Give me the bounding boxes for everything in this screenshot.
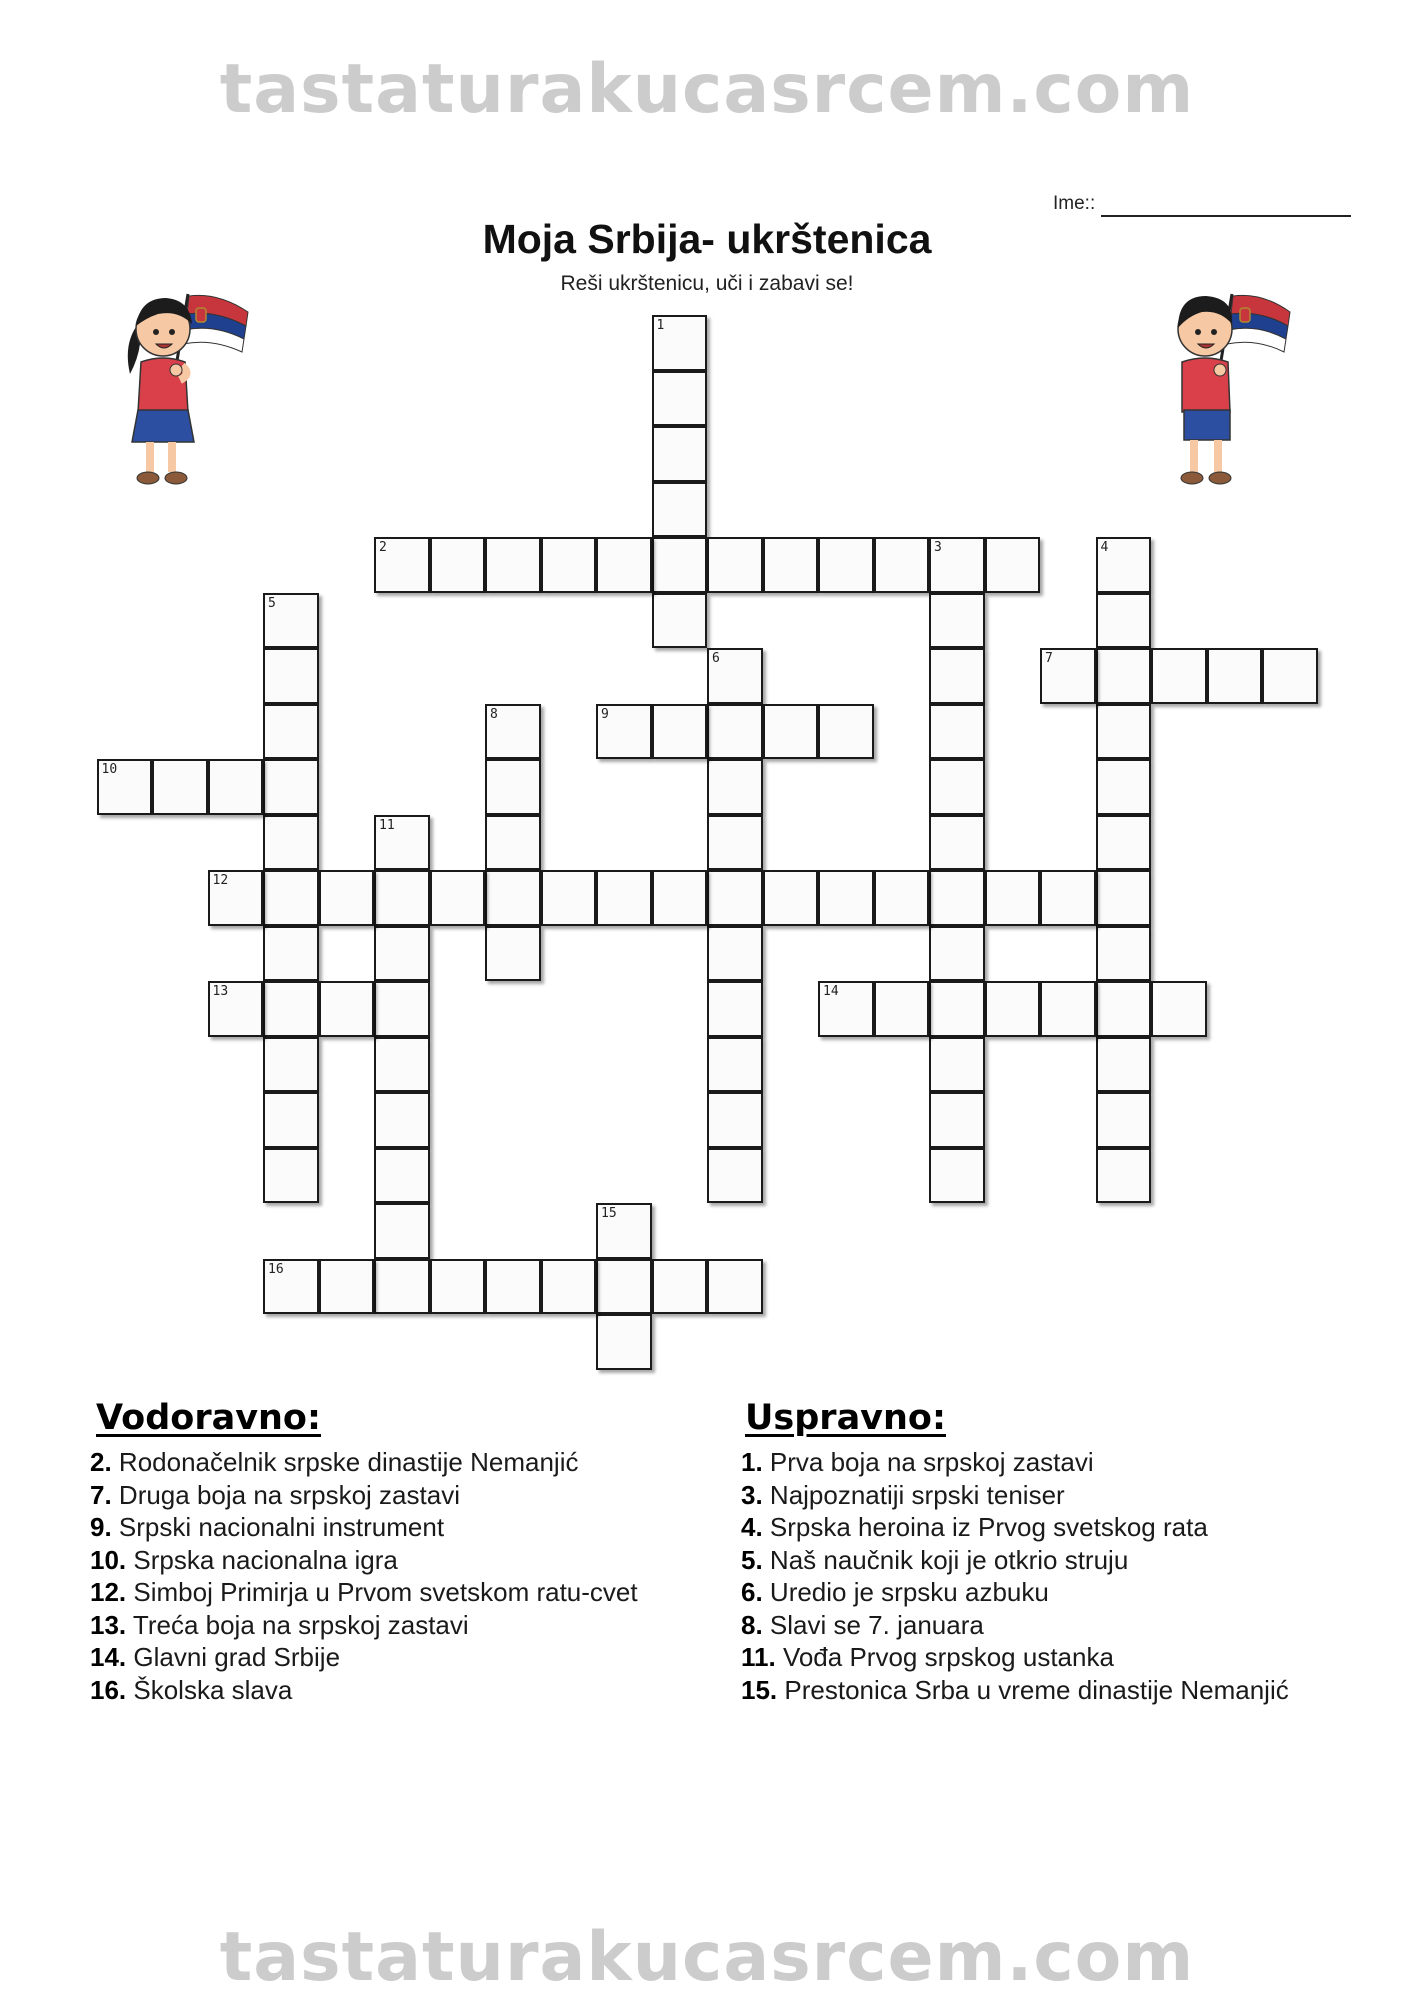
crossword-cell[interactable]: [985, 537, 1041, 593]
clue-number-label: 10.: [90, 1544, 127, 1575]
clues-across-list: [90, 1446, 696, 1706]
crossword-cell[interactable]: [1096, 1092, 1152, 1148]
crossword-cell[interactable]: [263, 926, 319, 982]
crossword-cell[interactable]: [485, 1259, 541, 1315]
crossword-cell[interactable]: [485, 537, 541, 593]
crossword-cell[interactable]: [985, 981, 1041, 1037]
crossword-cell[interactable]: [208, 870, 264, 926]
crossword-cell[interactable]: [596, 870, 652, 926]
clue-number: 9: [601, 706, 609, 722]
crossword-cell[interactable]: [1096, 815, 1152, 871]
clue-text: Najpoznatiji srpski teniser: [762, 1479, 1065, 1510]
girl-with-flag-icon: [108, 284, 258, 494]
crossword-cell[interactable]: [652, 1259, 708, 1315]
clue-item: [90, 1609, 696, 1642]
crossword-cell[interactable]: [319, 870, 375, 926]
crossword-cell[interactable]: [929, 1092, 985, 1148]
crossword-cell[interactable]: [263, 1148, 319, 1204]
crossword-cell[interactable]: [652, 482, 708, 538]
crossword-cell[interactable]: [374, 1148, 430, 1204]
crossword-cell[interactable]: [707, 537, 763, 593]
clue-item: [90, 1511, 696, 1544]
crossword-cell[interactable]: [1096, 759, 1152, 815]
clue-number-label: 4.: [741, 1512, 763, 1542]
crossword-cell[interactable]: [929, 704, 985, 760]
crossword-cell[interactable]: [1096, 593, 1152, 649]
clue-number-label: 3.: [741, 1479, 763, 1510]
clue-number: 7: [1045, 651, 1053, 666]
crossword-cell[interactable]: [1096, 1037, 1152, 1093]
crossword-cell[interactable]: [1096, 870, 1152, 926]
clue-number: 8: [490, 706, 498, 722]
crossword-cell[interactable]: [263, 1092, 319, 1148]
crossword-cell[interactable]: [263, 759, 319, 815]
crossword-cell[interactable]: [929, 759, 985, 815]
crossword-cell[interactable]: [1096, 926, 1152, 982]
crossword-cell[interactable]: [208, 759, 264, 815]
crossword-cell[interactable]: [374, 1203, 430, 1259]
crossword-cell[interactable]: [818, 537, 874, 593]
crossword-cell[interactable]: [818, 704, 874, 760]
crossword-cell[interactable]: [1096, 1148, 1152, 1204]
clue-item: [741, 1511, 1395, 1544]
crossword-cell[interactable]: [485, 815, 541, 871]
crossword-cell[interactable]: [1096, 981, 1152, 1037]
crossword-cell[interactable]: [929, 648, 985, 704]
crossword-cell[interactable]: [1096, 537, 1152, 593]
crossword-cell[interactable]: [763, 704, 819, 760]
clue-number-label: 2.: [90, 1447, 112, 1477]
crossword-cell[interactable]: [652, 315, 708, 371]
crossword-cell[interactable]: [263, 870, 319, 926]
crossword-cell[interactable]: [374, 981, 430, 1037]
boy-with-flag-illustration: [1160, 284, 1310, 499]
crossword-cell[interactable]: [707, 1037, 763, 1093]
crossword-cell[interactable]: [652, 870, 708, 926]
clue-text: Srpska nacionalna igra: [126, 1544, 398, 1575]
clue-item: [741, 1641, 1395, 1674]
crossword-cell[interactable]: [152, 759, 208, 815]
crossword-cell[interactable]: [707, 815, 763, 871]
clue-text: Treća boja na srpskoj zastavi: [126, 1609, 469, 1640]
crossword-cell[interactable]: [985, 870, 1041, 926]
clue-text: Školska slava: [126, 1674, 293, 1705]
clue-number: 13: [212, 984, 229, 999]
clue-number-label: 1.: [741, 1447, 763, 1477]
crossword-cell[interactable]: [763, 537, 819, 593]
clue-number-label: 12.: [90, 1577, 127, 1607]
crossword-cell[interactable]: [374, 870, 430, 926]
crossword-cell[interactable]: [929, 1148, 985, 1204]
clue-text: Uredio je srpsku azbuku: [762, 1577, 1049, 1607]
crossword-cell[interactable]: [874, 537, 930, 593]
clue-text: Druga boja na srpskoj zastavi: [111, 1479, 460, 1510]
crossword-cell[interactable]: [707, 759, 763, 815]
crossword-cell[interactable]: [596, 537, 652, 593]
crossword-cell[interactable]: [818, 870, 874, 926]
clue-number-label: 6.: [741, 1577, 763, 1607]
crossword-cell[interactable]: [929, 1037, 985, 1093]
crossword-cell[interactable]: [707, 926, 763, 982]
clue-number-label: 15.: [741, 1674, 778, 1705]
crossword-cell[interactable]: [707, 1092, 763, 1148]
crossword-cell[interactable]: [707, 648, 763, 704]
crossword-cell[interactable]: [541, 1259, 597, 1315]
crossword-cell[interactable]: [596, 1314, 652, 1370]
clue-number-label: 13.: [90, 1609, 127, 1640]
crossword-cell[interactable]: [263, 815, 319, 871]
crossword-cell[interactable]: [707, 981, 763, 1037]
crossword-cell[interactable]: [1096, 704, 1152, 760]
crossword-cell[interactable]: [652, 537, 708, 593]
clue-item: [741, 1576, 1395, 1609]
clues-down-list: [741, 1446, 1395, 1706]
clue-text: Naš naučnik koji je otkrio struju: [762, 1544, 1129, 1575]
crossword-cell[interactable]: [263, 1259, 319, 1315]
clues-across-section: [90, 1398, 696, 1706]
clue-text: Srpska heroina iz Prvog svetskog rata: [762, 1512, 1208, 1542]
page-title: Moja Srbija- ukrštenica: [482, 216, 932, 262]
clue-number: 1: [656, 318, 665, 333]
crossword-cell[interactable]: [319, 981, 375, 1037]
clue-number: 10: [101, 762, 118, 777]
crossword-cell[interactable]: [541, 537, 597, 593]
clue-number-label: 8.: [741, 1609, 763, 1640]
clue-number-label: 16.: [90, 1674, 127, 1705]
crossword-cell[interactable]: [485, 704, 541, 760]
crossword-cell[interactable]: [596, 1203, 652, 1259]
clues-down-section: [741, 1398, 1395, 1706]
crossword-cell[interactable]: [374, 537, 430, 593]
clue-item: [90, 1446, 696, 1479]
clue-number-label: 11.: [741, 1642, 776, 1672]
crossword-cell[interactable]: [374, 1092, 430, 1148]
clue-number: 2: [379, 540, 387, 555]
crossword-cell[interactable]: [430, 1259, 486, 1315]
clue-item: [90, 1641, 696, 1674]
crossword-cell[interactable]: [763, 870, 819, 926]
clue-number-label: 7.: [90, 1479, 112, 1510]
clue-text: Glavni grad Srbije: [126, 1642, 341, 1672]
clue-item: [741, 1674, 1395, 1707]
crossword-cell[interactable]: [929, 870, 985, 926]
clue-text: Prva boja na srpskoj zastavi: [762, 1447, 1094, 1477]
crossword-cell[interactable]: [1096, 648, 1152, 704]
crossword-cell[interactable]: [374, 1037, 430, 1093]
crossword-cell[interactable]: [374, 926, 430, 982]
crossword-cell[interactable]: [1262, 648, 1318, 704]
crossword-cell[interactable]: [1040, 870, 1096, 926]
crossword-cell[interactable]: [1207, 648, 1263, 704]
clue-number: 11: [379, 817, 395, 833]
crossword-cell[interactable]: [430, 537, 486, 593]
crossword-cell[interactable]: [652, 593, 708, 649]
crossword-cell[interactable]: [374, 815, 430, 871]
crossword-cell[interactable]: [97, 759, 153, 815]
clue-text: Rodonačelnik srpske dinastije Nemanjić: [111, 1447, 579, 1477]
clue-item: [741, 1609, 1395, 1642]
clue-number-label: 14.: [90, 1642, 127, 1672]
crossword-cell[interactable]: [430, 870, 486, 926]
crossword-cell[interactable]: [874, 870, 930, 926]
clue-number: 3: [934, 540, 942, 555]
clue-text: Srpski nacionalni instrument: [111, 1512, 445, 1542]
boy-with-flag-icon: [1160, 284, 1310, 494]
crossword-cell[interactable]: [707, 704, 763, 760]
crossword-cell[interactable]: [652, 371, 708, 427]
clue-item: [741, 1479, 1395, 1512]
girl-with-flag-illustration: [108, 284, 258, 499]
clue-item: [90, 1479, 696, 1512]
clue-number: 15: [601, 1206, 617, 1221]
crossword-cell[interactable]: [707, 870, 763, 926]
crossword-cell[interactable]: [263, 593, 319, 649]
page-subtitle: Reši ukrštenicu, uči i zabavi se!: [560, 272, 854, 295]
crossword-cell[interactable]: [263, 981, 319, 1037]
crossword-cell[interactable]: [263, 1037, 319, 1093]
clue-number: 16: [268, 1261, 284, 1277]
crossword-cell[interactable]: [652, 704, 708, 760]
crossword-cell[interactable]: [1040, 648, 1096, 704]
clue-number: 6: [712, 651, 720, 666]
crossword-cell[interactable]: [485, 870, 541, 926]
clues-across-heading: Vodoravno:: [96, 1398, 321, 1438]
crossword-cell[interactable]: [208, 981, 264, 1037]
crossword-cell[interactable]: [1151, 648, 1207, 704]
watermark-top: tastaturakucasrcem.com: [219, 50, 1195, 129]
crossword-cell[interactable]: [263, 704, 319, 760]
clue-number: 5: [268, 595, 276, 611]
crossword-cell[interactable]: [541, 870, 597, 926]
crossword-cell[interactable]: [929, 981, 985, 1037]
clue-number: 12: [212, 873, 229, 888]
crossword-cell[interactable]: [874, 981, 930, 1037]
clue-item: [90, 1576, 696, 1609]
crossword-cell[interactable]: [596, 1259, 652, 1315]
crossword-cell[interactable]: [929, 537, 985, 593]
clue-number: 14: [823, 984, 839, 999]
crossword-cell[interactable]: [485, 926, 541, 982]
clues-down-heading: Uspravno:: [745, 1398, 946, 1438]
crossword-cell[interactable]: [818, 981, 874, 1037]
name-label: Ime::: [1053, 193, 1096, 214]
crossword-cell[interactable]: [263, 648, 319, 704]
clue-text: Simboj Primirja u Prvom svetskom ratu-cvet: [126, 1577, 638, 1607]
crossword-cell[interactable]: [929, 815, 985, 871]
crossword-cell[interactable]: [1040, 981, 1096, 1037]
crossword-cell[interactable]: [374, 1259, 430, 1315]
watermark-bottom: tastaturakucasrcem.com: [219, 1918, 1195, 1997]
clue-item: [90, 1674, 696, 1707]
clue-item: [90, 1544, 696, 1577]
clue-number-label: 5.: [741, 1544, 763, 1575]
clue-text: Prestonica Srba u vreme dinastije Nemanjić: [777, 1674, 1289, 1705]
crossword-cell[interactable]: [929, 926, 985, 982]
clue-number-label: 9.: [90, 1512, 112, 1542]
clue-item: [741, 1446, 1395, 1479]
crossword-cell[interactable]: [485, 759, 541, 815]
clue-text: Vođa Prvog srpskog ustanka: [775, 1642, 1114, 1672]
clue-item: [741, 1544, 1395, 1577]
clue-text: Slavi se 7. januara: [762, 1609, 984, 1640]
crossword-cell[interactable]: [319, 1259, 375, 1315]
crossword-cell[interactable]: [1151, 981, 1207, 1037]
clue-number: 4: [1100, 540, 1109, 555]
crossword-cell[interactable]: [707, 1259, 763, 1315]
crossword-cell[interactable]: [707, 1148, 763, 1204]
crossword-cell[interactable]: [929, 593, 985, 649]
crossword-cell[interactable]: [652, 426, 708, 482]
crossword-cell[interactable]: [596, 704, 652, 760]
